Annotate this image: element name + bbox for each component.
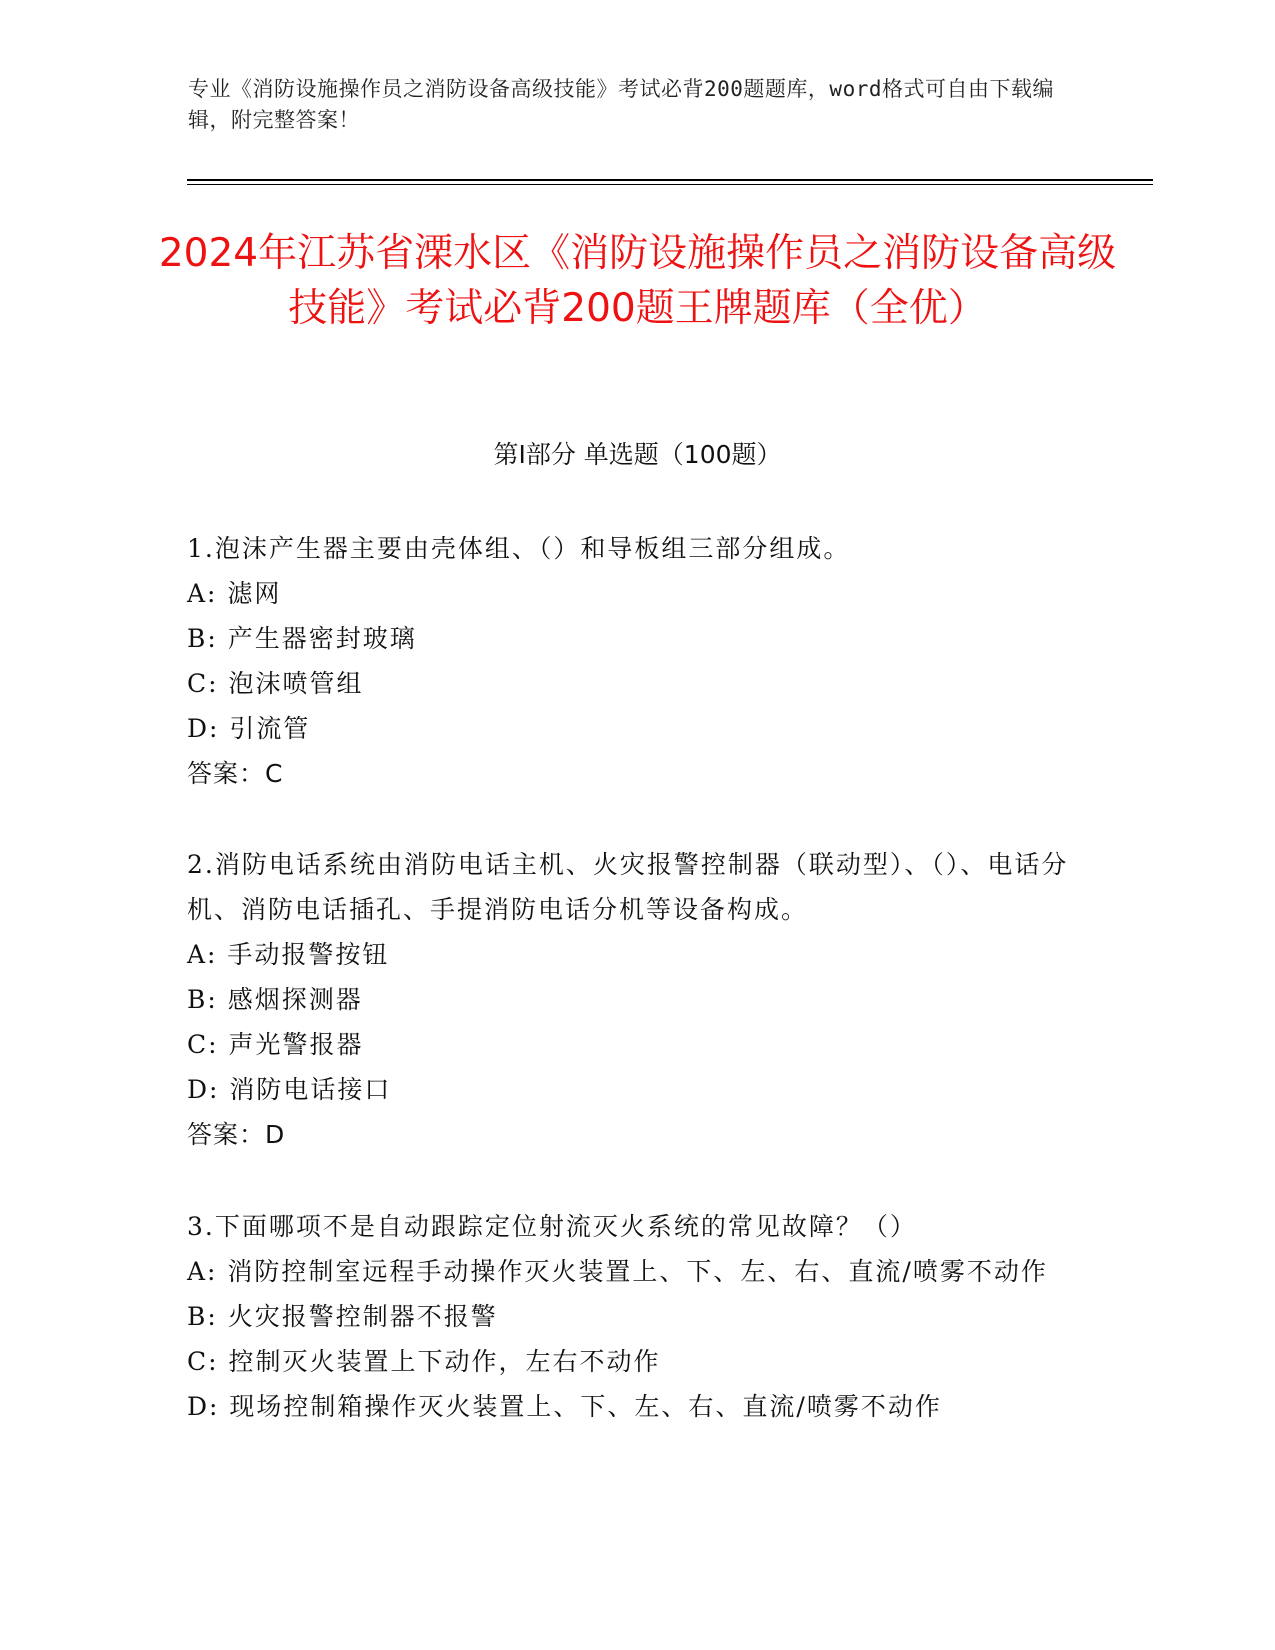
question-stem: 3.下面哪项不是自动跟踪定位射流灭火系统的常见故障？（）: [187, 1212, 917, 1241]
section-heading: 第Ⅰ部分 单选题（100题）: [493, 440, 782, 469]
question-stem: 1.泡沫产生器主要由壳体组、（）和导板组三部分组成。: [187, 534, 851, 563]
option-a: A: 消防控制室远程手动操作灭火装置上、下、左、右、直流/喷雾不动作: [187, 1257, 1048, 1286]
option-b: B: 感烟探测器: [187, 985, 363, 1014]
document-title: 2024年江苏省溧水区《消防设施操作员之消防设备高级技能》考试必背200题王牌题库（全优）: [158, 231, 1117, 331]
header-divider-thick: [187, 179, 1153, 181]
option-a: A: 滤网: [187, 579, 282, 608]
question-1: [187, 526, 1087, 796]
page-header-text: 专业《消防设施操作员之消防设备高级技能》考试必背200题题库，word格式可自由下载编辑，附完整答案！: [188, 77, 1054, 132]
option-d: D: 引流管: [187, 714, 311, 743]
option-b: B: 火灾报警控制器不报警: [187, 1302, 498, 1331]
question-stem: 2.消防电话系统由消防电话主机、火灾报警控制器（联动型）、（）、电话分机、消防电话插孔、手提消防电话分机等设备构成。: [187, 850, 1069, 924]
option-c: C: 声光警报器: [187, 1030, 364, 1059]
answer-line: 答案：D: [187, 1120, 286, 1149]
option-c: C: 泡沫喷管组: [187, 669, 364, 698]
option-d: D: 现场控制箱操作灭火装置上、下、左、右、直流/喷雾不动作: [187, 1392, 942, 1421]
question-3: [187, 1204, 1087, 1429]
header-divider-thin: [187, 184, 1153, 185]
option-a: A: 手动报警按钮: [187, 940, 390, 969]
question-2: [187, 842, 1087, 1157]
answer-line: 答案：C: [187, 759, 284, 788]
option-b: B: 产生器密封玻璃: [187, 624, 417, 653]
option-c: C: 控制灭火装置上下动作，左右不动作: [187, 1347, 661, 1376]
option-d: D: 消防电话接口: [187, 1075, 392, 1104]
